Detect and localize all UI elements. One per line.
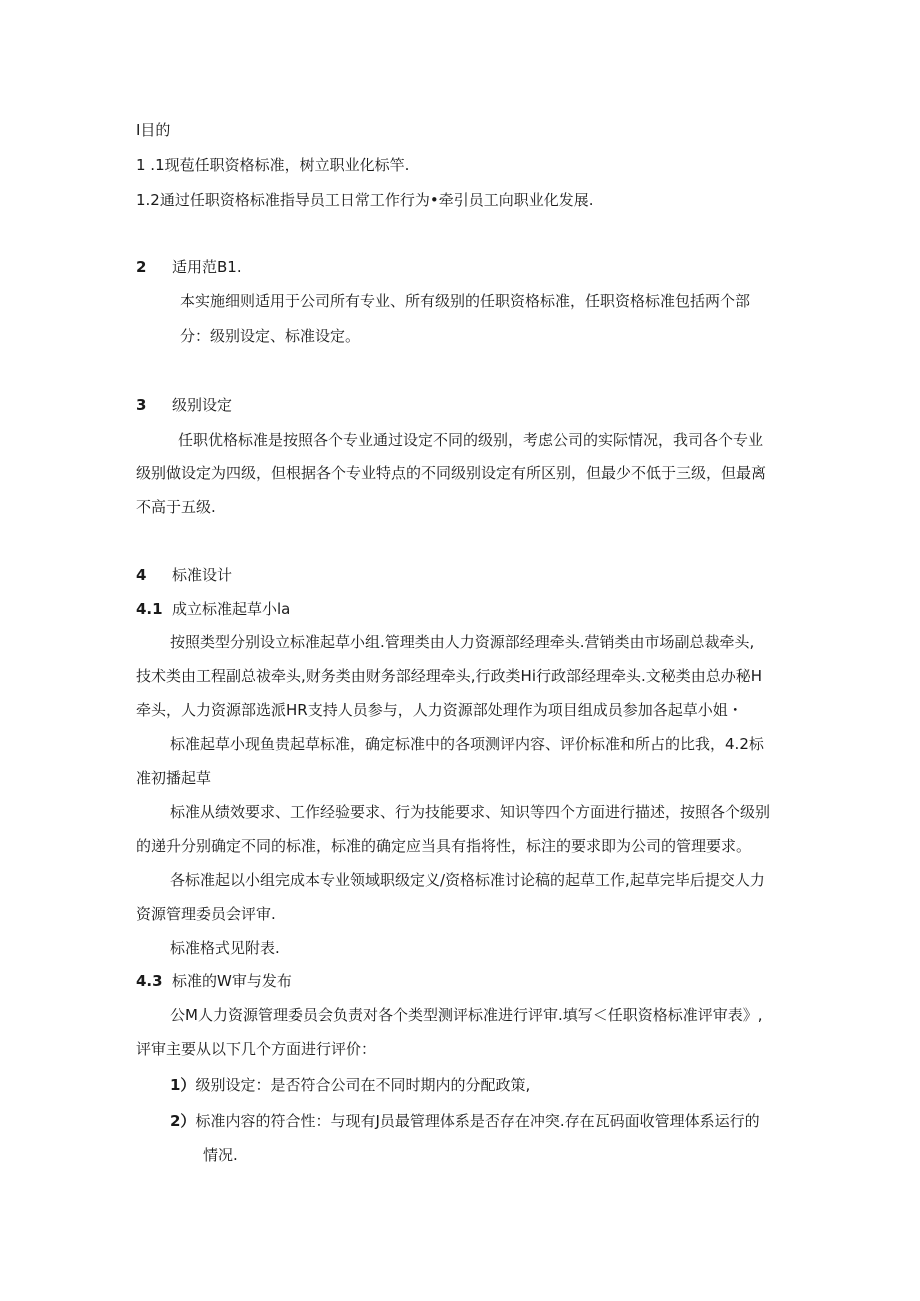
section-3-body-line: 级别做设定为四级，但根据各个专业特点的不同级别设定有所区别，但最少不低于三级，但最离 xyxy=(136,464,767,482)
list-item-number: 1） xyxy=(170,1076,196,1094)
subsection-4-3-heading: 标准的W审与发布 xyxy=(172,972,292,990)
section-4-number: 4 xyxy=(136,566,147,584)
subsection-4-1-number: 4.1 xyxy=(136,600,163,618)
section-2-body-line: 分：级别设定、标准设定。 xyxy=(180,327,361,345)
list-item xyxy=(170,1111,760,1131)
section-4-para-line: 资源管理委员会评审. xyxy=(136,905,276,923)
list-item xyxy=(170,1075,530,1095)
list-item-continuation: 情况. xyxy=(203,1146,238,1164)
section-1-item-2: 1.2通过任职资格标准指导员工日常工作行为•牵引员工向职业化发展. xyxy=(136,191,594,209)
section-4-para-line: 公M人力资源管理委员会负责对各个类型测评标准进行评审.填写＜任职资格标准评审表》, xyxy=(170,1006,763,1024)
section-1-item-1: 1 .1现苞任职资格标准，树立职业化标竿. xyxy=(136,156,410,174)
list-item-number: 2） xyxy=(170,1112,196,1130)
section-1-heading: I目的 xyxy=(136,121,171,139)
section-2-number: 2 xyxy=(136,258,147,276)
list-item-text: 级别设定：是否符合公司在不同时期内的分配政策, xyxy=(195,1076,531,1094)
section-4-para-line: 各标准起以小组完成本专业领域职级定义/资格标准讨论稿的起草工作,起草完毕后提交人力 xyxy=(170,871,765,889)
section-4-para-line: 标准从绩效要求、工作经验要求、行为技能要求、知识等四个方面进行描述，按照各个级别 xyxy=(170,803,771,821)
section-4-para-line: 准初播起草 xyxy=(136,769,212,787)
section-3-heading: 级别设定 xyxy=(172,396,233,414)
section-2-heading: 适用范B1. xyxy=(172,258,242,276)
section-4-heading: 标准设计 xyxy=(172,566,233,584)
section-3-number: 3 xyxy=(136,396,147,414)
list-item-text: 标准内容的符合性：与现有J员最管理体系是否存在冲突.存在瓦码面收管理体系运行的 xyxy=(195,1112,760,1130)
section-4-para-line: 标准起草小现鱼贵起草标准，确定标准中的各项测评内容、评价标准和所占的比我，4.2标 xyxy=(170,735,764,753)
section-4-para-line: 评审主要从以下几个方面进行评价： xyxy=(136,1040,377,1058)
section-4-para-line: 技术类由工程副总祓牵头,财务类由财务部经理牵头,行政类Hi行政部经理牵头.文秘类由总办秘H xyxy=(136,667,763,685)
section-4-para-line: 按照类型分别设立标准起草小组.管理类由人力资源部经理牵头.营销类由市场副总裁牵头, xyxy=(170,633,755,651)
section-3-body-line: 不高于五级. xyxy=(136,498,216,516)
section-4-para-line: 标准格式见附表. xyxy=(170,939,280,957)
subsection-4-1-heading: 成立标准起草小la xyxy=(172,600,291,618)
section-3-body-line: 任职优格标准是按照各个专业通过设定不同的级别，考虑公司的实际情况，我司各个专业 xyxy=(178,431,764,449)
section-4-para-line: 牵头，人力资源部选派HR支持人员参与，人力资源部处理作为项目组成员参加各起草小姐・ xyxy=(136,701,743,719)
section-2-body-line: 本实施细则适用于公司所有专业、所有级别的任职资格标准，任职资格标准包括两个部 xyxy=(180,292,751,310)
subsection-4-3-number: 4.3 xyxy=(136,972,163,990)
section-4-para-line: 的递升分别确定不同的标准，标准的确定应当具有指将性，标注的要求即为公司的管理要求。 xyxy=(136,837,752,855)
